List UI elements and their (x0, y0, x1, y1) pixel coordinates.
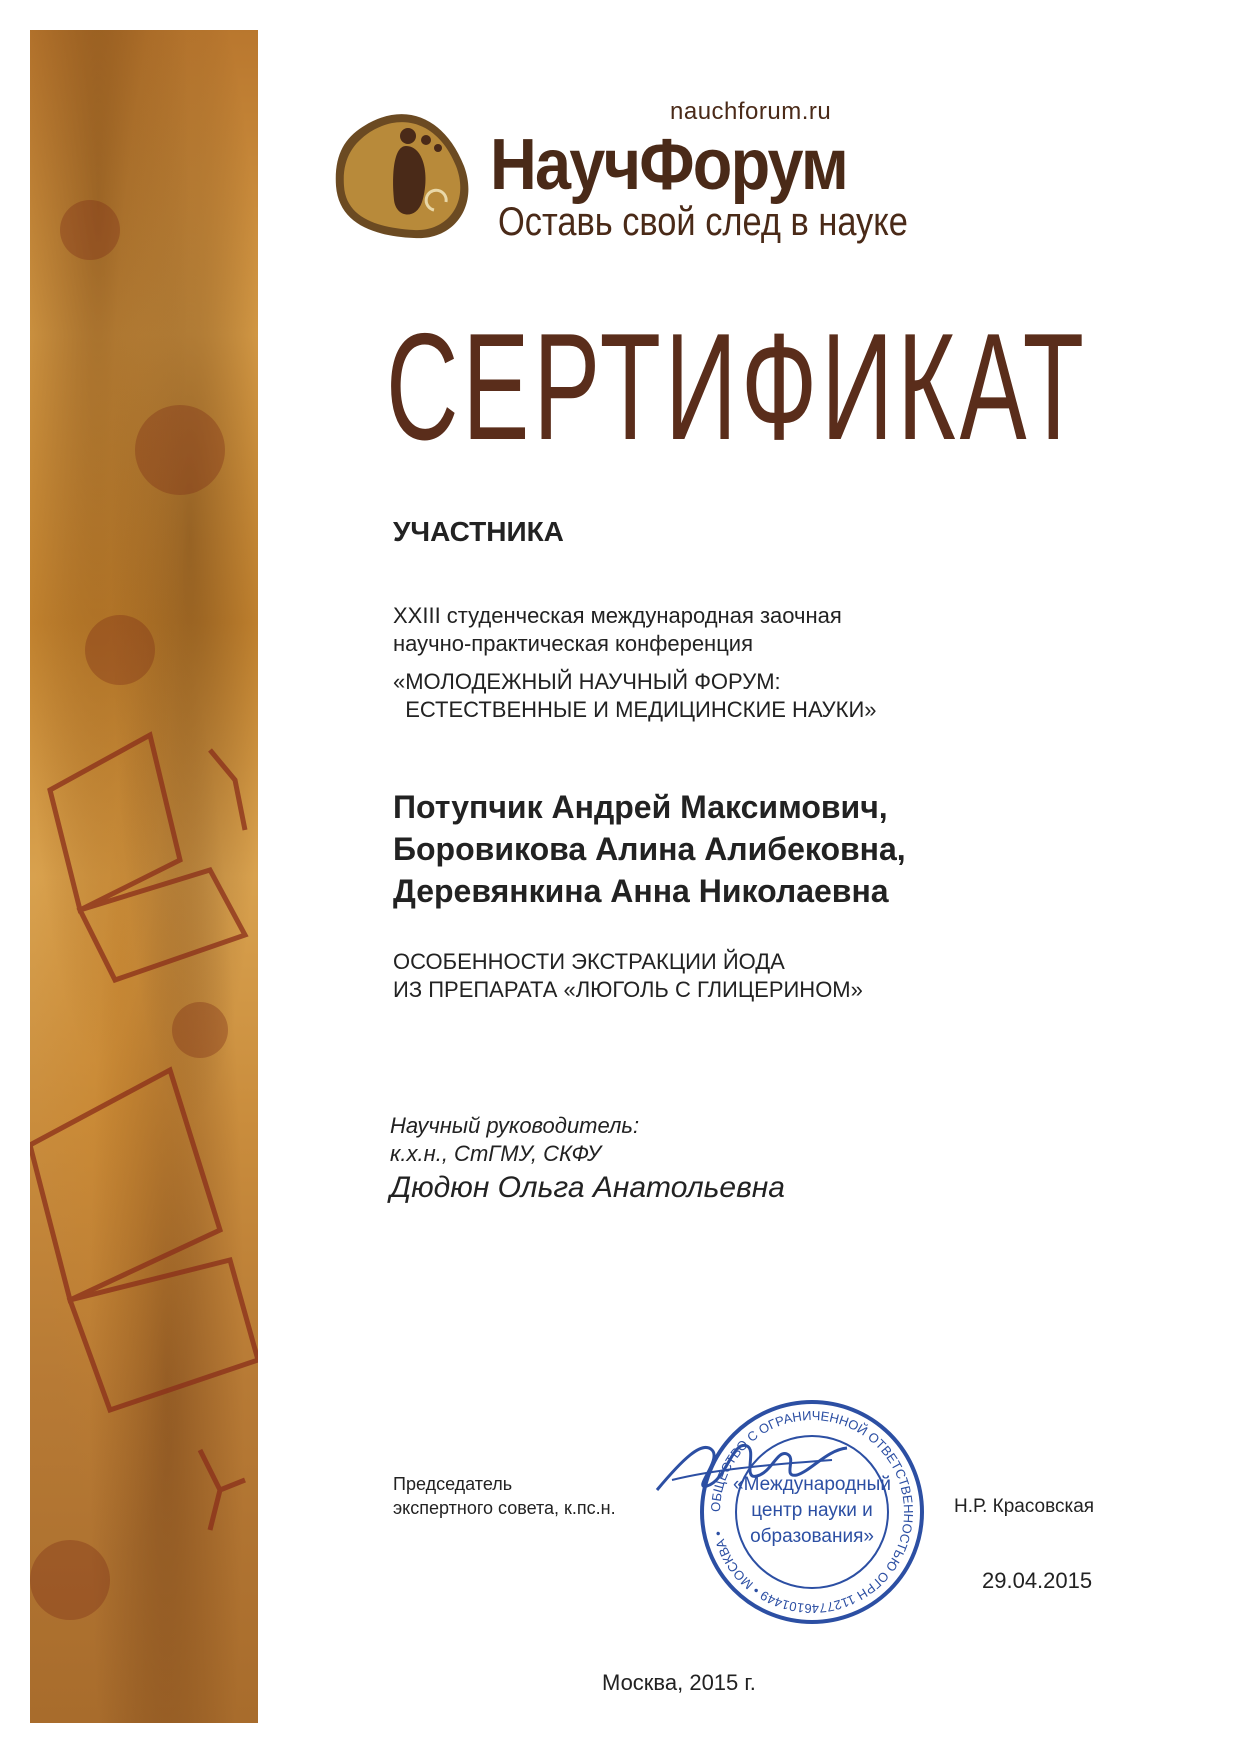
topic-line: ОСОБЕННОСТИ ЭКСТРАКЦИИ ЙОДА (393, 949, 785, 974)
brand-logo (334, 98, 974, 248)
supervisor-degree: к.х.н., СтГМУ, СКФУ (390, 1141, 602, 1166)
supervisor-label: Научный руководитель: (390, 1113, 640, 1138)
handwritten-signature (652, 1420, 852, 1510)
decorative-sidebar (30, 30, 258, 1723)
author-name: Боровикова Алина Алибековна, (393, 831, 906, 867)
supervisor-block (390, 1112, 785, 1208)
topic-line: ИЗ ПРЕПАРАТА «ЛЮГОЛЬ С ГЛИЦЕРИНОМ» (393, 977, 863, 1002)
conference-name-line: ЕСТЕСТВЕННЫЕ И МЕДИЦИНСКИЕ НАУКИ» (393, 697, 877, 722)
certificate-date: 29.04.2015 (982, 1568, 1093, 1593)
author-name: Потупчик Андрей Максимович, (393, 789, 888, 825)
stamp-center-line: центр науки и (751, 1500, 873, 1521)
paper-topic (393, 948, 863, 1004)
conference-name-line: «МОЛОДЕЖНЫЙ НАУЧНЫЙ ФОРУМ: (393, 669, 781, 694)
chair-title-line: экспертного совета, к.пс.н. (393, 1498, 616, 1518)
logo-name: НаучФорум (490, 125, 848, 205)
chair-title (393, 1472, 616, 1520)
conference-line: XXIII студенческая международная заочная (393, 603, 842, 628)
chair-name: Н.Р. Красовская (954, 1496, 1095, 1517)
conference-line: научно-практическая конференция (393, 631, 754, 656)
authors-list (393, 786, 906, 912)
certificate-subtitle: УЧАСТНИКА (393, 516, 564, 547)
chair-title-line: Председатель (393, 1474, 513, 1494)
stamp-center-line: «Международный (733, 1474, 891, 1495)
author-name: Деревянкина Анна Николаевна (393, 873, 889, 909)
city-year: Москва, 2015 г. (602, 1670, 756, 1695)
conference-name (393, 668, 877, 724)
conference-description (393, 602, 842, 658)
logo-slogan: Оставь свой след в науке (498, 200, 908, 244)
certificate-title: СЕРТИФИКАТ (386, 302, 1088, 472)
rock-art-drawings (30, 30, 258, 1723)
footprint-stone-icon (334, 106, 474, 244)
supervisor-name: Дюдюн Ольга Анатольевна (390, 1171, 785, 1204)
logo-url: nauchforum.ru (670, 98, 832, 125)
stamp-ring-text: ОБЩЕСТВО С ОГРАНИЧЕННОЙ ОТВЕТСТВЕННОСТЬЮ ОГРН 1127746101449 • МОСКВА • (707, 1407, 917, 1617)
stamp-center-line: образования» (750, 1526, 874, 1547)
